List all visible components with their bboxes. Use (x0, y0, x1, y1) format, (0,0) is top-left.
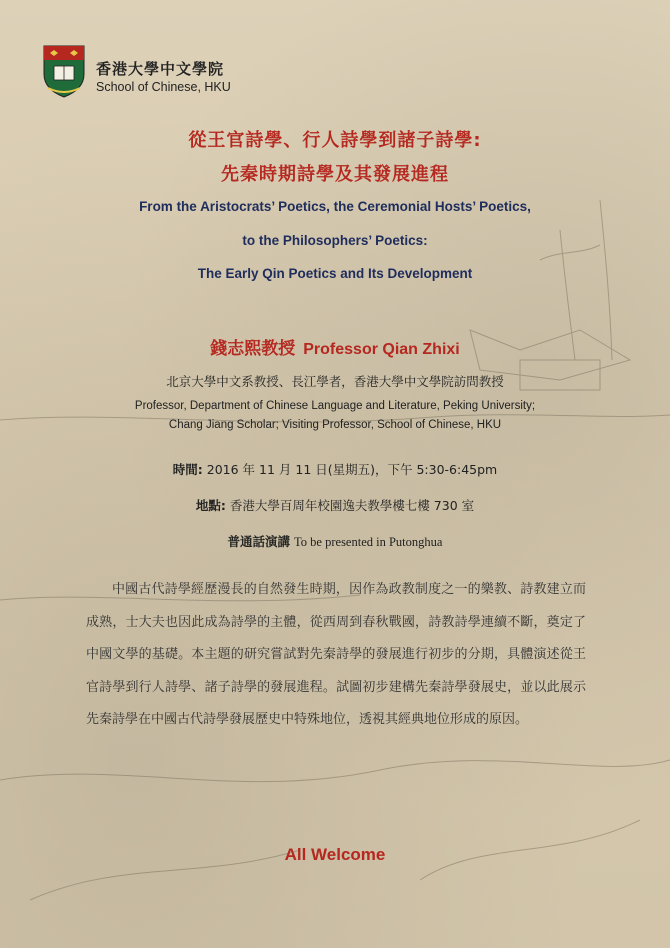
title-en-line-1: From the Aristocrats’ Poetics, the Ceremonial Hosts’ Poetics, (139, 199, 531, 214)
event-time (0, 460, 670, 478)
all-welcome: All Welcome (284, 845, 386, 864)
school-name-en: School of Chinese, HKU (96, 80, 231, 94)
title-en-line-2: to the Philosophers’ Poetics: (242, 233, 428, 248)
event-venue (0, 496, 670, 514)
event-language-value: To be presented in Putonghua (294, 535, 443, 549)
speaker-name (0, 334, 670, 359)
title-zh-line-2: 先秦時期詩學及其發展進程 (221, 164, 449, 185)
abstract-paragraph: 中國古代詩學經歷漫長的自然發生時期，因作為政教制度之一的樂教、詩教建立而成熟，士大夫也因此成為詩學的主體，從西周到春秋戰國，詩教詩學連續不斷，奠定了中國文學的基礎。本主題的研究嘗試對先秦詩學的發展進行初步的分期，具體演述從王官詩學到行人詩學、諸子詩學的發展進程。試圖初步建構先秦詩學發展史，並以此展示先秦詩學在中國古代詩學發展歷史中特殊地位，透視其經典地位形成的原因。 (86, 582, 586, 727)
event-language (0, 532, 670, 550)
school-name-zh: 香港大學中文學院 (96, 60, 225, 78)
event-venue-value: 香港大學百周年校園逸夫教學樓七樓 730 室 (229, 498, 475, 513)
speaker-affiliation-en-line-1: Professor, Department of Chinese Language and Literature, Peking University; (134, 400, 536, 412)
hku-crest-logo (42, 44, 86, 98)
event-time-value: 2016 年 11 月 11 日(星期五)，下午 5:30-6:45pm (206, 462, 498, 477)
title-en-line-3: The Early Qin Poetics and Its Development (197, 266, 473, 281)
title-zh-line-1: 從王官詩學、行人詩學到諸子詩學: (188, 130, 482, 151)
event-time-label: 時間: (172, 462, 203, 477)
event-language-label: 普通話演講 (227, 534, 291, 549)
event-venue-label: 地點: (195, 498, 226, 513)
speaker-affiliation-zh: 北京大學中文系教授、長江學者，香港大學中文學院訪問教授 (166, 374, 504, 389)
speaker-affiliation-en-line-2: Chang Jiang Scholar; Visiting Professor, School of Chinese, HKU (168, 419, 502, 431)
speaker-name-en: Professor Qian Zhixi (303, 341, 460, 358)
speaker-name-zh: 錢志熙教授 (210, 339, 296, 359)
